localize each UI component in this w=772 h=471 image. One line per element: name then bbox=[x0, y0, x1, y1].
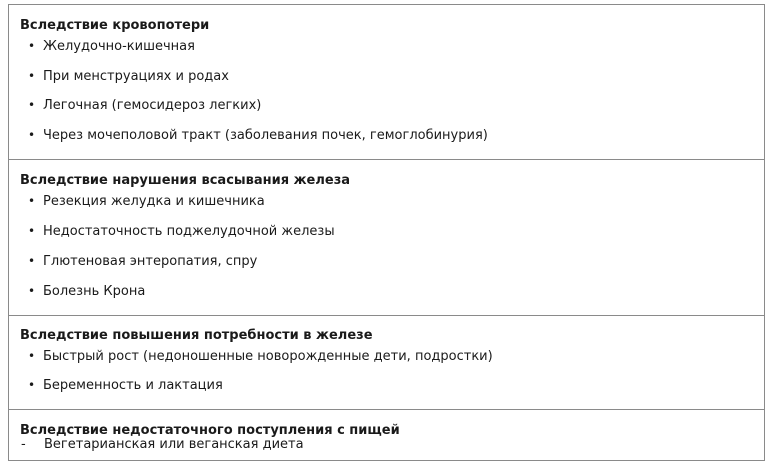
item-text: Через мочеполовой тракт (заболевания почек, гемоглобинурия) bbox=[43, 128, 488, 143]
item-text: Быстрый рост (недоношенные новорожденные дети, подростки) bbox=[43, 349, 493, 364]
section-increased-demand bbox=[9, 316, 764, 410]
section-title: Вследствие нарушения всасывания железа bbox=[20, 173, 351, 188]
bullet-icon: • bbox=[27, 349, 36, 363]
list-item bbox=[20, 253, 257, 270]
section-malabsorption bbox=[9, 160, 764, 316]
section-title: Вследствие недостаточного поступления с пищей bbox=[20, 423, 400, 438]
section-blood-loss bbox=[9, 5, 764, 160]
list-item bbox=[20, 38, 195, 55]
item-text: Глютеновая энтеропатия, спру bbox=[43, 254, 258, 269]
item-text: При менструациях и родах bbox=[43, 69, 229, 84]
item-text: Беременность и лактация bbox=[43, 378, 223, 393]
causes-table bbox=[8, 4, 765, 461]
dash-icon: - bbox=[21, 437, 26, 452]
list-item bbox=[20, 283, 145, 300]
bullet-icon: • bbox=[27, 254, 36, 268]
bullet-icon: • bbox=[27, 224, 36, 238]
bullet-icon: • bbox=[27, 194, 36, 208]
bullet-icon: • bbox=[27, 98, 36, 112]
item-text: Легочная (гемосидероз легких) bbox=[43, 98, 262, 113]
bullet-icon: • bbox=[27, 284, 36, 298]
list-item bbox=[20, 193, 265, 210]
section-insufficient-intake bbox=[9, 410, 764, 460]
item-text: Резекция желудка и кишечника bbox=[43, 194, 265, 209]
section-title: Вследствие кровопотери bbox=[20, 18, 210, 33]
list-item bbox=[20, 68, 229, 85]
bullet-icon: • bbox=[27, 128, 36, 142]
list-item bbox=[20, 127, 488, 144]
bullet-icon: • bbox=[27, 69, 36, 83]
item-text: Вегетарианская или веганская диета bbox=[44, 437, 304, 452]
list-item bbox=[20, 223, 335, 240]
item-text: Недостаточность поджелудочной железы bbox=[43, 224, 335, 239]
list-item bbox=[20, 437, 304, 453]
bullet-icon: • bbox=[27, 39, 36, 53]
item-text: Желудочно-кишечная bbox=[43, 39, 195, 54]
section-title: Вследствие повышения потребности в железе bbox=[20, 328, 373, 343]
list-item bbox=[20, 97, 261, 114]
bullet-icon: • bbox=[27, 378, 36, 392]
list-item bbox=[20, 348, 493, 365]
list-item bbox=[20, 377, 223, 394]
item-text: Болезнь Крона bbox=[43, 284, 146, 299]
